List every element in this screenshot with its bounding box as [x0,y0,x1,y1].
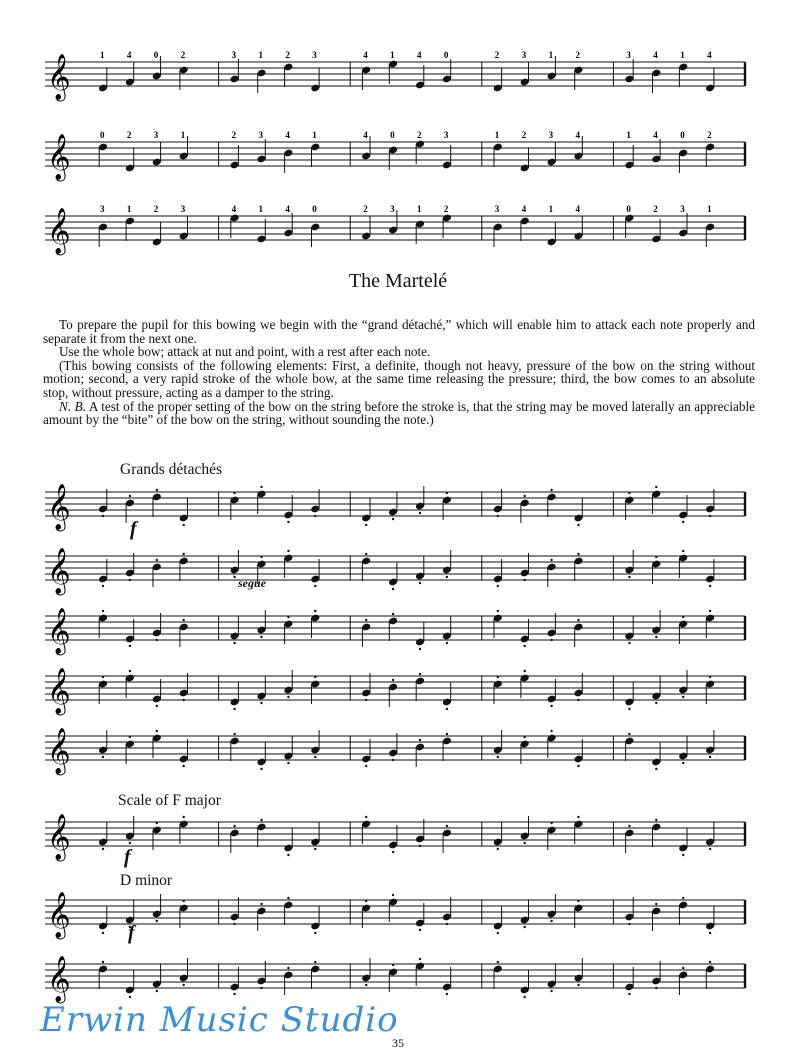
svg-text:0: 0 [390,130,395,140]
svg-text:0: 0 [153,50,159,60]
svg-text:1: 1 [494,130,500,140]
svg-text:4: 4 [521,204,527,214]
dynamic-forte: f [130,518,137,540]
body-text [43,318,755,427]
nb-text: A test of the proper setting of the bow on the string before the stroke is, that the string may be moved laterally an appreciable amount by the “bite” of the bow on the string, without sounding the note.) [43,398,755,428]
svg-text:2: 2 [575,50,580,60]
svg-text:𝄞: 𝄞 [47,728,71,774]
svg-text:1: 1 [626,130,631,140]
staff-detache-4 [45,668,745,714]
staff-detache-3 [45,608,745,654]
page-title: The Martelé [348,270,448,292]
staff-notation [45,892,745,946]
nb-paragraph [43,400,755,427]
segue-marking: segue [238,576,266,590]
paragraph: Use the whole bow; attack at nut and point, with a rest after each note. [59,344,431,360]
svg-text:1: 1 [390,50,395,60]
svg-text:3: 3 [390,204,395,214]
svg-text:4: 4 [285,204,290,214]
svg-text:2: 2 [180,50,186,60]
staff-notation [45,548,745,602]
svg-text:0: 0 [443,50,449,60]
staff-scale-f [45,814,745,860]
svg-text:1: 1 [680,50,685,60]
svg-text:2: 2 [494,50,500,60]
svg-text:𝄞: 𝄞 [47,608,71,654]
svg-text:0: 0 [680,130,685,140]
svg-text:2: 2 [417,130,422,140]
staff-top-3 [45,204,745,254]
svg-text:𝄞: 𝄞 [47,668,71,714]
svg-text:3: 3 [443,130,449,140]
svg-text:2: 2 [363,204,368,214]
svg-text:𝄞: 𝄞 [47,54,71,100]
svg-text:0: 0 [626,204,631,214]
svg-text:3: 3 [180,204,186,214]
svg-text:1: 1 [548,204,554,214]
svg-text:4: 4 [417,50,422,60]
staff-notation [45,668,745,722]
staff-notation [45,130,745,188]
svg-text:0: 0 [100,130,105,140]
staff-detache-1 [45,484,745,530]
svg-text:3: 3 [153,130,159,140]
svg-text:3: 3 [521,50,527,60]
svg-text:1: 1 [417,204,422,214]
svg-text:1: 1 [126,204,132,214]
svg-text:2: 2 [653,204,658,214]
svg-text:4: 4 [363,50,368,60]
svg-text:1: 1 [707,204,712,214]
staff-notation [45,204,745,262]
svg-text:3: 3 [548,130,554,140]
svg-text:4: 4 [363,130,368,140]
staff-notation [45,608,745,662]
svg-text:1: 1 [548,50,554,60]
svg-text:4: 4 [653,50,658,60]
staff-notation [45,814,745,868]
svg-text:4: 4 [575,130,580,140]
staff-top-2 [45,130,745,180]
staff-notation [45,484,745,538]
dynamic-forte: f [128,922,135,944]
staff-notation [45,728,745,782]
svg-text:3: 3 [258,130,263,140]
svg-text:𝄞: 𝄞 [47,548,71,594]
staff-d-minor-2 [45,956,745,1002]
svg-text:4: 4 [653,130,658,140]
svg-text:1: 1 [100,50,105,60]
svg-text:3: 3 [680,204,685,214]
svg-text:3: 3 [231,50,237,60]
page-number: 35 [392,1036,404,1050]
svg-text:𝄞: 𝄞 [47,208,71,254]
staff-d-minor-1 [45,892,745,938]
svg-text:2: 2 [153,204,159,214]
svg-text:𝄞: 𝄞 [47,134,71,180]
paragraph: To prepare the pupil for this bowing we begin with the “grand détaché,” which will enable him to attack each note properly and separate it from the next one. [43,317,755,346]
section-label-scale-f-major: Scale of F major [118,792,221,809]
svg-text:2: 2 [285,50,290,60]
dynamic-forte: f [124,846,131,868]
svg-text:2: 2 [231,130,237,140]
svg-text:2: 2 [521,130,527,140]
svg-text:3: 3 [626,50,631,60]
svg-text:3: 3 [494,204,500,214]
svg-text:2: 2 [443,204,449,214]
svg-text:4: 4 [707,50,712,60]
svg-text:4: 4 [126,50,132,60]
section-label-d-minor: D minor [120,872,173,889]
svg-text:1: 1 [180,130,186,140]
svg-text:1: 1 [258,50,263,60]
staff-notation [45,50,745,108]
svg-text:𝄞: 𝄞 [47,814,71,860]
svg-text:𝄞: 𝄞 [47,956,71,1002]
svg-text:1: 1 [258,204,263,214]
svg-text:𝄞: 𝄞 [47,484,71,530]
svg-text:3: 3 [100,204,105,214]
svg-text:2: 2 [707,130,712,140]
watermark-logo: Erwin Music Studio [40,1000,399,1040]
svg-text:4: 4 [231,204,237,214]
svg-text:1: 1 [312,130,317,140]
staff-detache-5 [45,728,745,774]
paragraph: (This bowing consists of the following elements: First, a definite, though not heavy, pressure of the bow on the string without motion; second, a very rapid stroke of the whole bow, at the same time releasing the pressure; third, the bow comes to an absolute stop, without pressure, acting as a damper to the string. [43,357,755,400]
nb-label: N. B. [59,398,87,414]
staff-top-1 [45,50,745,100]
svg-text:4: 4 [575,204,580,214]
svg-text:𝄞: 𝄞 [47,892,71,938]
svg-text:3: 3 [312,50,317,60]
svg-text:0: 0 [312,204,317,214]
svg-text:2: 2 [126,130,132,140]
section-label-grands-detaches: Grands détachés [120,461,222,478]
svg-text:4: 4 [285,130,290,140]
